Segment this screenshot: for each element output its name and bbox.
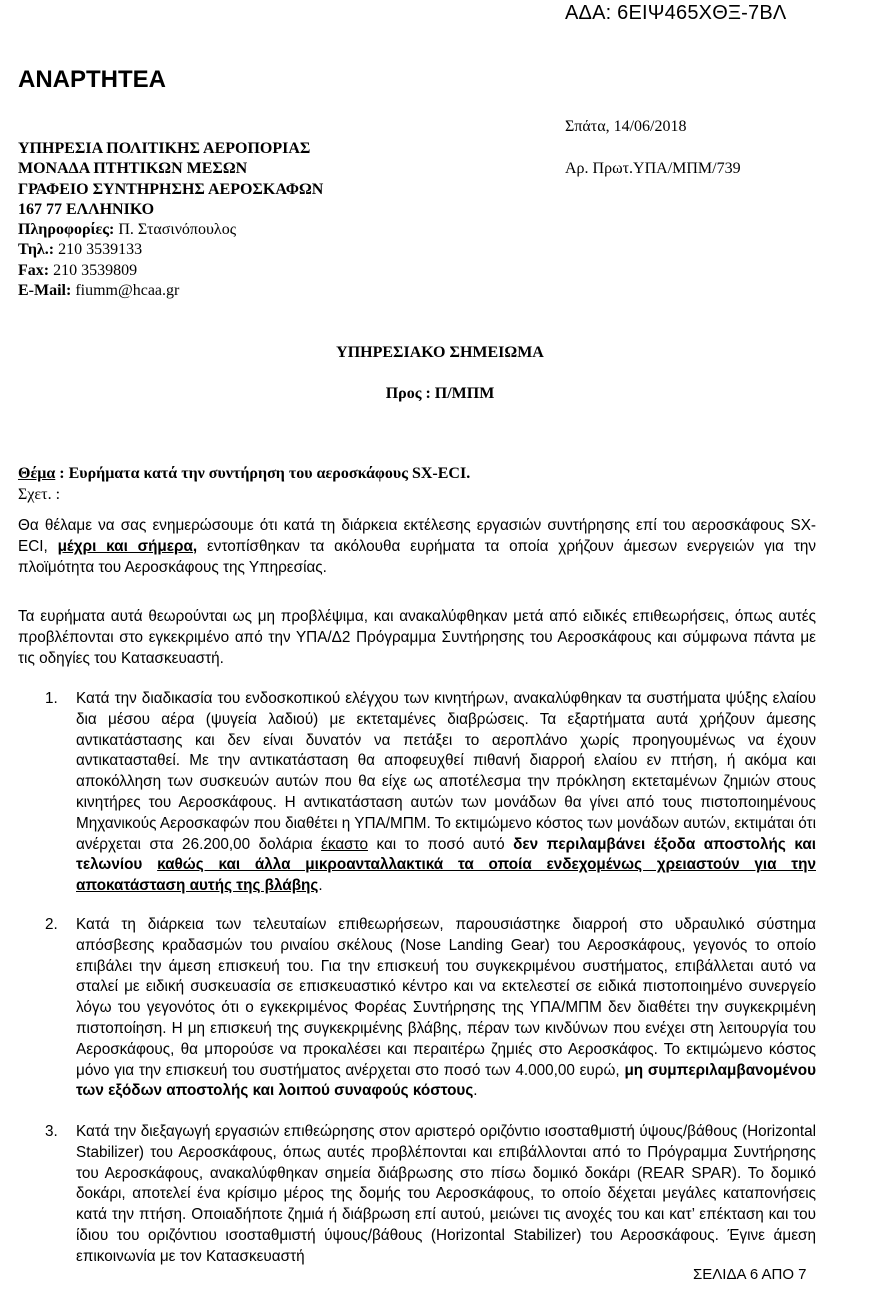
intro1-text-c: εντοπίσθηκαν τα ακόλουθα ευρήματα τα οποία χρήζουν άμεσων ενεργειών για την πλοϊμότητα του Αεροσκάφους της Υπηρεσίας. bbox=[18, 537, 817, 576]
item2-bold-costs: μη συμπεριλαμβανομένου των εξόδων αποστολής και λοιπού συναφούς κόστους bbox=[76, 1061, 816, 1100]
sender-address: 167 77 ΕΛΛΗΝΙΚΟ bbox=[18, 200, 155, 218]
item-text bbox=[76, 915, 816, 1102]
item2-period: . bbox=[473, 1082, 478, 1100]
item1-text-a: Κατά την διαδικασία του ενδοσκοπικού ελέγχου των κινητήρων, ανακαλύφθηκαν τα συστήματα ψύξης ελαίου δια μέσου αέρα (ψυγεία λαδιού) με εκτεταμένες διαβρώσεις. Τα εξαρτήματα αυτά χρήζουν άμεσης αντικατάστασης και δεν είναι δυνατόν να πετάξει το αεροπλάνο χωρίς προηγουμένως να έχουν αντικατασταθεί. Με την αντικατάσταση θα αποφευχθεί πιθανή διαρροή ελαίου εν πτήση, ή ακόμα και αποκόλληση των συσκευών αυτών που θα είχε ως αποτέλεσμα την πρόκληση εκτεταμένων ζημιών στους κινητήρες του Αεροσκάφους. Η αντικατάσταση αυτών των μονάδων θα γίνει από τους πιστοποιημένους Μηχανικούς Αεροσκαφών που διαθέτει η ΥΠΑ/ΜΠΜ. Το εκτιμώμενο κόστος των μονάδων αυτών, εκτιμάται ότι ανέρχεται στα 26.200,00 δολάρια bbox=[76, 690, 816, 853]
sender-line-1: ΥΠΗΡΕΣΙΑ ΠΟΛΙΤΙΚΗΣ ΑΕΡΟΠΟΡΙΑΣ bbox=[18, 140, 311, 157]
posting-notice-heading: ΑΝΑΡΤΗΤΕΑ bbox=[18, 66, 166, 93]
info-label: Πληροφορίες: bbox=[18, 221, 115, 239]
tel-value: 210 3539133 bbox=[54, 241, 143, 259]
email-line bbox=[18, 281, 323, 301]
subject-colon: : bbox=[55, 465, 65, 482]
item-number: 1. bbox=[45, 690, 58, 707]
item-text bbox=[76, 689, 816, 897]
item-number: 3. bbox=[45, 1123, 58, 1140]
finding-item-1 bbox=[45, 689, 816, 897]
info-value: Π. Στασινόπουλος bbox=[114, 221, 237, 239]
sender-block bbox=[18, 139, 323, 301]
tel-label: Τηλ.: bbox=[18, 241, 55, 259]
intro1-emphasis: μέχρι και σήμερα, bbox=[57, 537, 198, 555]
sender-line-3: ΓΡΑΦΕΙΟ ΣΥΝΤΗΡΗΣΗΣ ΑΕΡΟΣΚΑΦΩΝ bbox=[18, 180, 324, 198]
intro-paragraph-2: Τα ευρήματα αυτά θεωρούνται ως μη προβλέψιμα, και ανακαλύφθηκαν μετά από ειδικές επιθεωρήσεις, όπως αυτές προβλέπονται στο εγκεκριμένο από την ΥΠΑ/Δ2 Πρόγραμμα Συντήρησης του Αεροσκάφους και σύμφωνα πάντα με τις οδηγίες του Κατασκευαστή. bbox=[18, 608, 816, 667]
finding-item-3 bbox=[45, 1122, 816, 1268]
item-number: 2. bbox=[45, 916, 58, 933]
subject-line bbox=[18, 465, 470, 483]
item1-period: . bbox=[318, 877, 323, 895]
info-line bbox=[18, 220, 323, 240]
fax-line bbox=[18, 261, 323, 281]
recipient: Προς : Π/ΜΠΜ bbox=[385, 385, 495, 402]
subject-text: Ευρήματα κατά την συντήρηση του αεροσκάφους SX-ECI. bbox=[64, 465, 471, 482]
ada-code: ΑΔΑ: 6ΕΙΨ465ΧΘΞ-7ΒΛ bbox=[565, 2, 787, 24]
item2-text-a: Κατά τη διάρκεια των τελευταίων επιθεωρήσεων, παρουσιάστηκε διαρροή στο υδραυλικό σύστημα απόσβεσης κραδασμών του ριναίου σκέλους (Nose Landing Gear) του Αεροσκάφους, γεγονός το οποίο επιβάλει την άμεση επισκευή του. Για την επισκευή του συγκεκριμένου συστήματος, επιβάλλεται αυτό να σταλεί με ειδική συσκευασία σε επισκευαστικό κέντρο και να εκτελεστεί σε ειδικά πιστοποιημένο συνεργείο λόγω του γεγονότος ότι ο εγκεκριμένος Φορέας Συντήρησης της ΥΠΑ/ΜΠΜ δεν διαθέτει την συγκεκριμένη πιστοποίηση. Η μη επισκευή της συγκεκριμένης βλάβης, πέραν των κινδύνων που ενέχει στη λειτουργία του Αεροσκάφους, θα μπορούσε να προκαλέσει και περαιτέρω ζημιές στο Αεροσκάφος. Το εκτιμώμενο κόστος μόνο για την επισκευή του συστήματος ανέρχεται στο ποσό των 4.000,00 ευρώ, bbox=[76, 916, 816, 1079]
email-value: fiumm@hcaa.gr bbox=[71, 282, 180, 300]
fax-label: Fax: bbox=[18, 261, 50, 279]
intro-paragraph-1 bbox=[18, 516, 816, 578]
item3-text-a: Κατά την διεξαγωγή εργασιών επιθεώρησης στον αριστερό οριζόντιο ισοσταθμιστή ύψους/βάθους (Horizontal Stabilizer) του Αεροσκάφους, όπως αυτές προβλέπονται και επιβάλλονται από το Πρόγραμμα Συντήρησης του Αεροσκάφους, ανακαλύφθηκαν σημεία διάβρωσης στο πίσω δομικό δοκάρι (REAR SPAR). Το δομικό δοκάρι, αποτελεί ένα κρίσιμο μέρος της δομής του Αεροσκάφους, το οποίο δέχεται μεγάλες καταπονήσεις κατά την πτήση. Οποιαδήποτε ζημιά ή διάβρωση επί αυτού, μειώνει τις ανοχές του και κατ’ επέκταση και του ίδιου του οριζόντιου ισοσταθμιστή ύψους/βάθους (Horizontal Stabilizer) του Αεροσκάφους. Έγινε άμεση επικοινωνία με τον Κατασκευαστή bbox=[76, 1123, 816, 1265]
finding-item-2 bbox=[45, 915, 816, 1102]
item1-underline-each: έκαστο bbox=[321, 835, 368, 853]
protocol-number: Αρ. Πρωτ.ΥΠΑ/ΜΠΜ/739 bbox=[565, 160, 741, 177]
tel-line bbox=[18, 240, 323, 260]
page-number: ΣΕΛΙΔΑ 6 ΑΠΟ 7 bbox=[693, 1266, 807, 1283]
intro1-text-a: Θα θέλαμε να σας ενημερώσουμε ότι κατά τη διάρκεια εκτέλεσης εργασιών συντήρησης επί του αεροσκάφους SX-ECI, bbox=[18, 517, 816, 555]
item1-text-c: και το ποσό αυτό bbox=[367, 835, 514, 853]
item-text bbox=[76, 1122, 816, 1268]
reference-line: Σχετ. : bbox=[18, 486, 61, 503]
fax-value: 210 3539809 bbox=[49, 261, 138, 279]
item1-space bbox=[142, 856, 157, 873]
item1-bold-underline-parts: καθώς και άλλα μικροανταλλακτικά τα οποία ενδεχομένως χρειαστούν για την αποκατάσταση αυτής της βλάβης bbox=[76, 856, 816, 895]
subject-label: Θέμα bbox=[18, 465, 56, 482]
email-label: E-Mail: bbox=[18, 282, 72, 300]
sender-line-2: ΜΟΝΑΔΑ ΠΤΗΤΙΚΩΝ ΜΕΣΩΝ bbox=[18, 160, 248, 178]
item1-bold-costs: δεν περιλαμβάνει έξοδα αποστολής και τελωνίου bbox=[76, 835, 816, 874]
memo-title: ΥΠΗΡΕΣΙΑΚΟ ΣΗΜΕΙΩΜΑ bbox=[336, 344, 544, 361]
document-date: Σπάτα, 14/06/2018 bbox=[565, 118, 687, 135]
